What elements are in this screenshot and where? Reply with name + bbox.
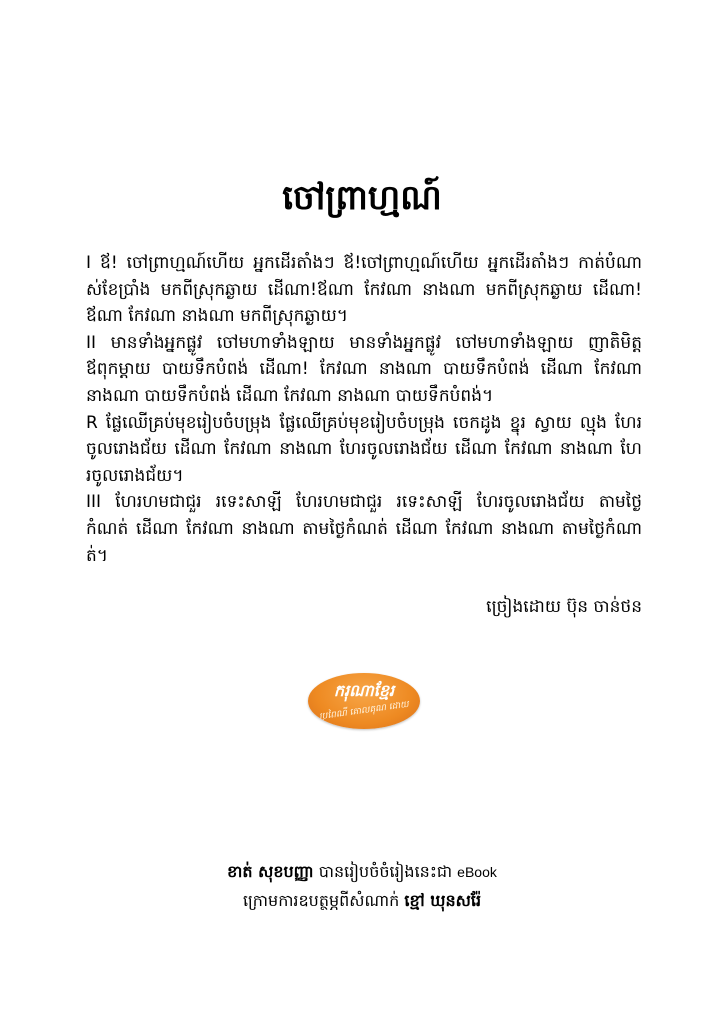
lyric-line: ឪណា កែវណា នាងណា មកពីស្រុកឆ្ងាយ។: [86, 306, 348, 327]
lyric-line: រចូលរោងជ័យ។: [86, 465, 184, 486]
lyric-line: I ឪ! ចៅព្រាហ្មណ៍ហើយ អ្នកដើរតាំងៗ ឪ!ចៅព្រាហ្មណ៍ហើយ អ្នកដើរតាំងៗ កាត់បំណា: [86, 253, 642, 273]
compiler-name: ខាត់ សុខបញ្ញា: [227, 862, 314, 881]
lyric-line: ចូលរោងជ័យ ដើណា កែវណា នាងណា ហែរចូលរោងជ័យ ដើណា កែវណា នាងណា ហែ: [86, 439, 642, 460]
lyric-line: R ផ្លែឈើគ្រប់មុខរៀបចំបម្រុង ផ្លែឈើគ្រប់មុខរៀបចំបម្រុង ចេកដូង ខ្នុរ ស្វាយ ល្មុង ហែរ: [86, 412, 642, 433]
logo-main-text: ករុណាខ្មែរ: [333, 681, 395, 700]
lyric-line: ឪពុកម្តាយ បាយទឹកបំពង់ ដើណា! កែវណា នាងណា បាយទឹកបំពង់ ដើណា កែវណា: [86, 359, 642, 380]
lyric-line: កំណត់ ដើណា កែវណា នាងណា តាមថ្ងៃកំណត់ ដើណា កែវណា នាងណា តាមថ្ងៃកំណា: [86, 518, 642, 539]
page-title: ចៅព្រាហ្មណ៍: [282, 178, 442, 218]
logo-sub-text: ប្រពៃណី គោលគុណ ដោយ: [318, 699, 410, 723]
ebook-label: eBook: [457, 864, 497, 880]
lyric-line: ស់ខែប្រាំង មកពីស្រុកឆ្ងាយ ដើណា!ឪណា កែវណា នាងណា មកពីស្រុកឆ្ងាយ ដើណា!: [86, 279, 642, 300]
footer-text: បានរៀបចំចំរៀងនេះជា: [313, 862, 458, 881]
composer-credit: ច្រៀងដោយ ប៊ុន ចាន់ថន: [486, 597, 642, 617]
footer-line-1: [0, 860, 724, 884]
sponsor-text: ក្រោមការឧបត្ថម្ភពីសំណាក់: [242, 891, 405, 910]
footer-line-2: [0, 889, 724, 913]
lyric-line: III ហែរហមជាជួរ រទេះសាឡី ហែរហមជាជួរ រទេះសាឡី ហែរចូលរោងជ័យ តាមថ្ងៃ: [86, 492, 642, 513]
karuna-khmer-logo: [308, 673, 420, 729]
sponsor-name: ខ្មៅ ឃុនសរ៉ែ: [404, 891, 482, 910]
lyric-line: II មានទាំងអ្នកផ្លូវ ចៅមហាទាំងឡាយ មានទាំងអ្នកផ្លូវ ចៅមហាទាំងឡាយ ញាតិមិត្ត: [86, 332, 642, 353]
lyric-line: នាងណា បាយទឹកបំពង់ ដើណា កែវណា នាងណា បាយទឹកបំពង់។: [86, 385, 494, 406]
lyric-line: ត់។: [86, 545, 108, 566]
lyrics-block: [86, 250, 642, 569]
